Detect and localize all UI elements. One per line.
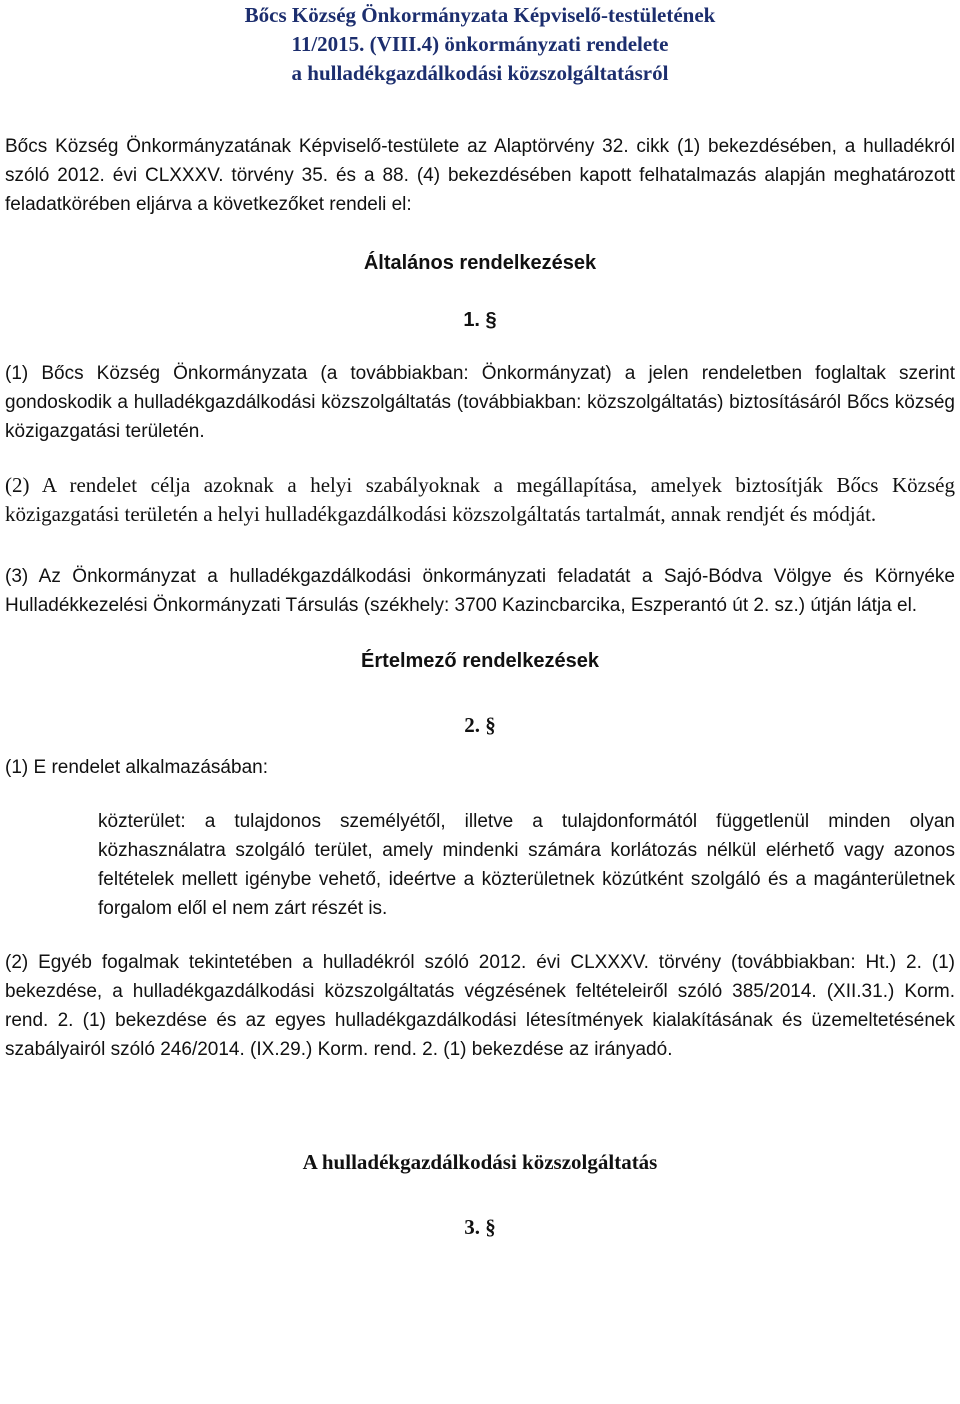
- document-page: [5, 0, 955, 1242]
- paragraph-1-1: (1) Bőcs Község Önkormányzata (a továbbiakban: Önkormányzat) a jelen rendeletben foglaltak szerint gondoskodik a hulladékgazdálkodási közszolgáltatás (továbbiakban: közszolgáltatás) biztosításáról Bőcs község közigazgatási területén.: [5, 363, 955, 442]
- paragraph-2-1-intro: (1) E rendelet alkalmazásában:: [5, 757, 268, 778]
- paragraph-2-2: (2) Egyéb fogalmak tekintetében a hulladékról szóló 2012. évi CLXXXV. törvény (továbbiakban: Ht.) 2. (1) bekezdése, a hulladékgazdálkodási közszolgáltatás végzésének feltételeiről szóló 385/2014. (XII.31.) Korm. rend. 2. (1) bekezdése és az egyes hulladékgazdálkodási létesítmények kialakításának és üzemeltetésének szabályairól szóló 246/2014. (IX.29.) Korm. rend. 2. (1) bekezdése az irányadó.: [5, 952, 955, 1060]
- paragraph-number-2: 2. §: [464, 713, 496, 737]
- document-title: [5, 1, 955, 88]
- paragraph-1-3: (3) Az Önkormányzat a hulladékgazdálkodási önkormányzati feladatát a Sajó-Bódva Völgye és Környéke Hulladékkezelési Önkormányzati Társulás (székhely: 3700 Kazincbarcika, Eszperantó út 2. sz.) útján látja el.: [5, 566, 955, 616]
- paragraph-1-2: (2) A rendelet célja azoknak a helyi szabályoknak a megállapítása, amelyek biztosítják Bőcs Község közigazgatási területén a helyi hulladékgazdálkodási közszolgáltatás tartalmát, annak rendjét és módját.: [5, 473, 955, 526]
- preamble-paragraph: Bőcs Község Önkormányzatának Képviselő-testülete az Alaptörvény 32. cikk (1) bekezdésében, a hulladékról szóló 2012. évi CLXXXV. törvény 35. és a 88. (4) bekezdésében kapott felhatalmazás alapján meghatározott feladatkörében eljárva a következőket rendeli el:: [5, 136, 955, 215]
- section-heading-definitions: Értelmező rendelkezések: [361, 650, 599, 672]
- title-line-2: 11/2015. (VIII.4) önkormányzati rendelete: [291, 32, 669, 56]
- definition-kozterulet: közterület: a tulajdonos személyétől, illetve a tulajdonformától függetlenül minden olyan közhasználatra szolgáló terület, amely mindenki számára korlátozás nélkül elérhető vagy azonos feltételek mellett igénybe vehető, ideértve a közterületnek közútként szolgáló és a magánterületnek forgalom elől el nem zárt részét is.: [98, 811, 955, 919]
- section-heading-service: A hulladékgazdálkodási közszolgáltatás: [302, 1150, 658, 1174]
- paragraph-number-1: 1. §: [463, 309, 497, 331]
- title-line-3: a hulladékgazdálkodási közszolgáltatásról: [291, 61, 669, 85]
- section-heading-general: Általános rendelkezések: [363, 252, 597, 274]
- title-line-1: Bőcs Község Önkormányzata Képviselő-testületének: [244, 3, 716, 27]
- paragraph-number-3: 3. §: [464, 1215, 496, 1239]
